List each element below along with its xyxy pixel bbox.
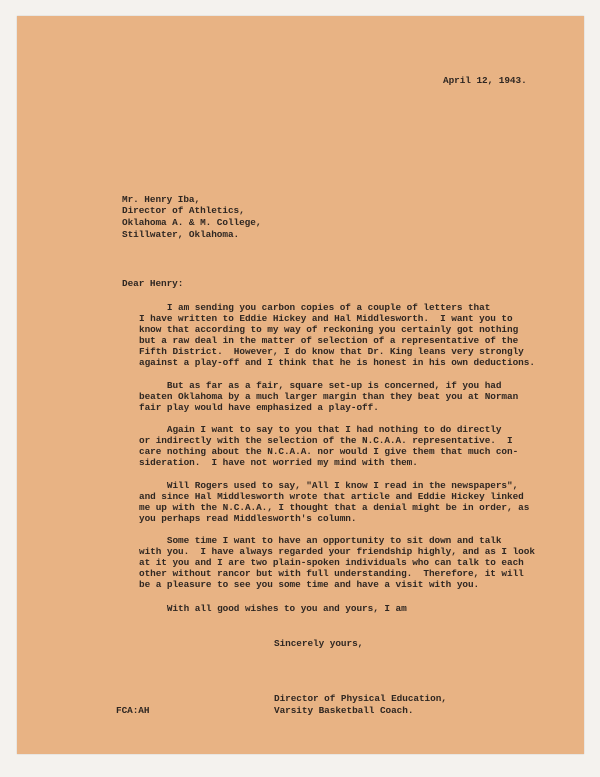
paragraph-line: but a raw deal in the matter of selection of a representative of the — [139, 335, 519, 346]
paragraph-line: With all good wishes to you and yours, I am — [139, 603, 407, 614]
paragraph-line: beaten Oklahoma by a much larger margin than they beat you at Norman — [139, 391, 519, 402]
salutation: Dear Henry: — [122, 278, 184, 289]
paragraph-line: you perhaps read Middlesworth's column. — [139, 513, 357, 524]
paragraph-1 — [139, 302, 535, 368]
paragraph-line: with you. I have always regarded your friendship highly, and as I look — [139, 546, 535, 557]
recipient-title: Director of Athletics, — [122, 205, 245, 216]
paragraph-line: Will Rogers used to say, "All I know I read in the newspapers", — [139, 480, 519, 491]
paragraph-line: at it you and I are two plain-spoken individuals who can talk to each — [139, 557, 524, 568]
paragraph-5 — [139, 535, 535, 590]
recipient-city: Stillwater, Oklahoma. — [122, 229, 240, 240]
paragraph-line: and since Hal Middlesworth wrote that article and Eddie Hickey linked — [139, 491, 524, 502]
recipient-organization: Oklahoma A. & M. College, — [122, 217, 262, 228]
paragraph-line: care nothing about the N.C.A.A. nor would I give them that much con- — [139, 446, 519, 457]
paragraph-line: But as far as a fair, square set-up is concerned, if you had — [139, 380, 502, 391]
paragraph-line: Fifth District. However, I do know that Dr. King leans very strongly — [139, 346, 524, 357]
paragraph-line: against a play-off and I think that he is honest in his own deductions. — [139, 357, 535, 368]
signature-title-1: Director of Physical Education, — [274, 693, 447, 704]
paragraph-line: I am sending you carbon copies of a couple of letters that — [139, 302, 491, 313]
paragraph-4 — [139, 480, 530, 524]
paragraph-line: Some time I want to have an opportunity to sit down and talk — [139, 535, 502, 546]
paragraph-line: be a pleasure to see you some time and have a visit with you. — [139, 579, 480, 590]
paragraph-2 — [139, 380, 519, 413]
recipient-name: Mr. Henry Iba, — [122, 194, 201, 205]
signature-title-2: Varsity Basketball Coach. — [274, 705, 414, 716]
paragraph-line: me up with the N.C.A.A., I thought that a denial might be in order, as — [139, 502, 530, 513]
paragraph-line: other without rancor but with full understanding. Therefore, it will — [139, 568, 524, 579]
paragraph-line: fair play would have emphasized a play-off. — [139, 402, 379, 413]
closing: Sincerely yours, — [274, 638, 364, 649]
paragraph-6 — [139, 603, 479, 614]
paragraph-line: sideration. I have not worried my mind with them. — [139, 457, 418, 468]
paragraph-line: Again I want to say to you that I had nothing to do directly — [139, 424, 502, 435]
letter-date: April 12, 1943. — [443, 75, 527, 86]
typist-initials: FCA:AH — [116, 705, 150, 716]
paragraph-line: know that according to my way of reckoning you certainly got nothing — [139, 324, 519, 335]
paragraph-line: I have written to Eddie Hickey and Hal Middlesworth. I want you to — [139, 313, 513, 324]
paragraph-3 — [139, 424, 519, 468]
paragraph-line: or indirectly with the selection of the N.C.A.A. representative. I — [139, 435, 513, 446]
